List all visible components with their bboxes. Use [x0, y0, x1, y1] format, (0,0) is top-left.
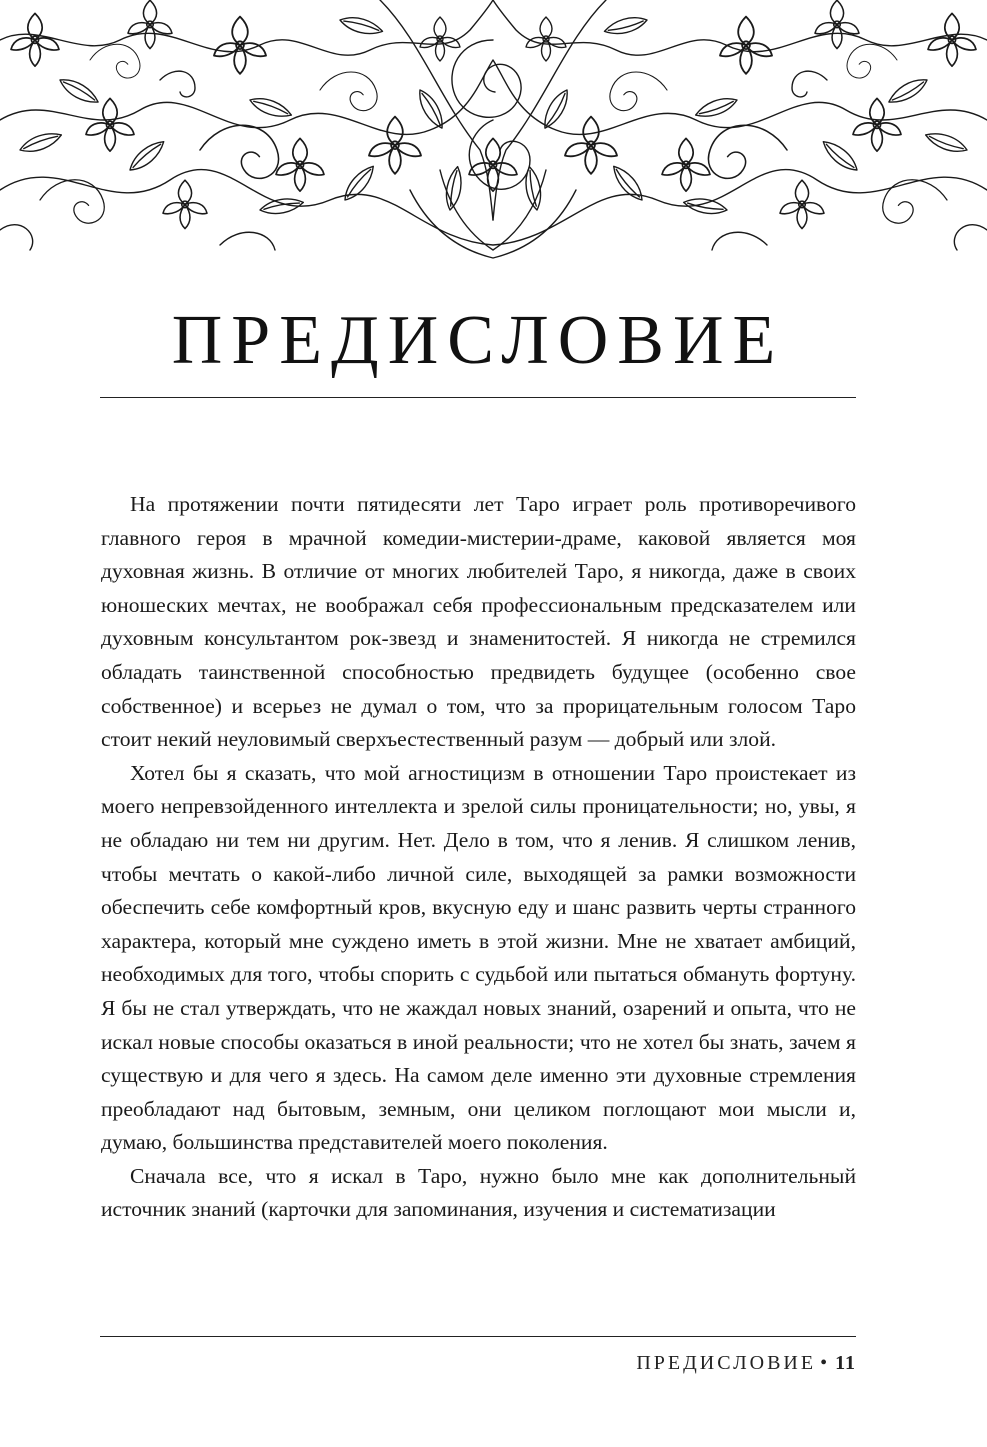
page-footer: [636, 1352, 856, 1375]
paragraph-2: Хотел бы я сказать, что мой агностицизм в отношении Таро проистекает из моего непревзойденного интеллекта и зрелой силы проницательности; но, увы, я не обладаю ни тем ни другим. Нет. Дело в том, что я ленив. Я слишком ленив, чтобы мечтать о какой-либо личной силе, выходящей за рамки возможности обеспечить себе комфортный кров, вкусную еду и шанс развить черты странного характера, который мне суждено иметь в этой жизни. Мне не хватает амбиций, необходимых для того, чтобы спорить с судьбой или пытаться обмануть фортуну. Я бы не стал утверждать, что не жаждал новых знаний, озарений и опыта, что не искал новые способы оказаться в иной реальности; что не хотел бы знать, зачем я существую и для чего я здесь. На самом деле именно эти духовные стремления преобладают над бытовым, земным, они целиком поглощают мои мысли и, думаю, большинства представителей моего поколения.: [101, 760, 856, 1155]
paragraph-1: На протяжении почти пятидесяти лет Таро играет роль противоречивого главного героя в мрачной комедии-мистерии-драме, каковой является моя духовная жизнь. В отличие от многих любителей Таро, я никогда, даже в своих юношеских мечтах, не воображал себя профессиональным предсказателем или духовным консультантом рок-звезд и знаменитостей. Я никогда не стремился обладать таинственной способностью предвидеть будущее (особенно свое собственное) и всерьез не думал о том, что за прорицательным голосом Таро стоит некий неуловимый сверхъестественный разум — добрый или злой.: [101, 492, 856, 752]
running-head: ПРЕДИСЛОВИЕ: [636, 1352, 817, 1374]
body-text: [101, 488, 856, 1227]
footer-separator: •: [820, 1352, 828, 1374]
floral-ornament-header: [0, 0, 987, 262]
page-number: 11: [835, 1352, 856, 1374]
paragraph-3: Сначала все, что я искал в Таро, нужно было мне как дополнительный источник знаний (карточки для запоминания, изучения и систематизации: [101, 1163, 856, 1222]
floral-ornament-icon: [0, 0, 987, 262]
page-title: ПРЕДИСЛОВИЕ: [171, 302, 785, 379]
footer-divider: [100, 1336, 856, 1337]
title-divider: [100, 397, 856, 398]
